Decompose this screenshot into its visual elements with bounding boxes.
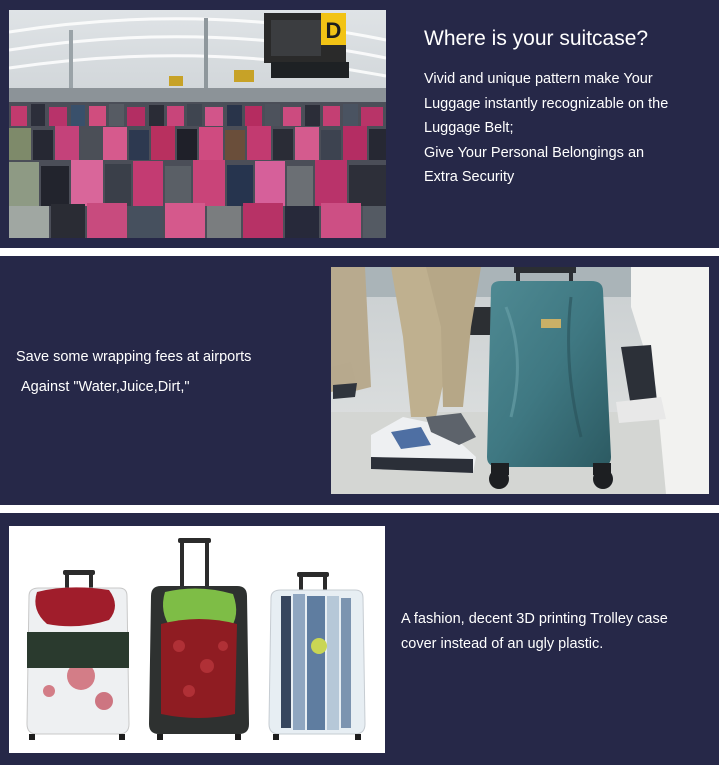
description-line: Vivid and unique pattern make Your xyxy=(424,71,653,87)
description-line: A fashion, decent 3D printing Trolley case xyxy=(401,611,668,627)
description-line: cover instead of an ugly plastic. xyxy=(401,635,604,652)
cover-section xyxy=(0,513,719,765)
description-line: Extra Security xyxy=(424,169,515,185)
section-heading: Where is your suitcase? xyxy=(424,27,649,50)
wrapping-description xyxy=(16,342,251,402)
description-line: Luggage instantly recognizable on the xyxy=(424,95,669,112)
teal-suitcase-photo xyxy=(331,267,709,494)
description-line: Luggage Belt; xyxy=(424,120,514,136)
trolley-cover-photo xyxy=(9,526,385,753)
description-line: Against "Water,Juice,Dirt," xyxy=(21,379,190,395)
description-line: Give Your Personal Belongings an xyxy=(424,144,645,161)
suitcase-section xyxy=(0,0,719,248)
airport-luggage-photo xyxy=(9,10,386,238)
suitcase-description xyxy=(424,67,668,190)
wrapping-section xyxy=(0,256,719,505)
gate-d-sign: D xyxy=(325,18,342,43)
description-line: Save some wrapping fees at airports xyxy=(16,349,252,365)
cover-description xyxy=(401,607,668,656)
